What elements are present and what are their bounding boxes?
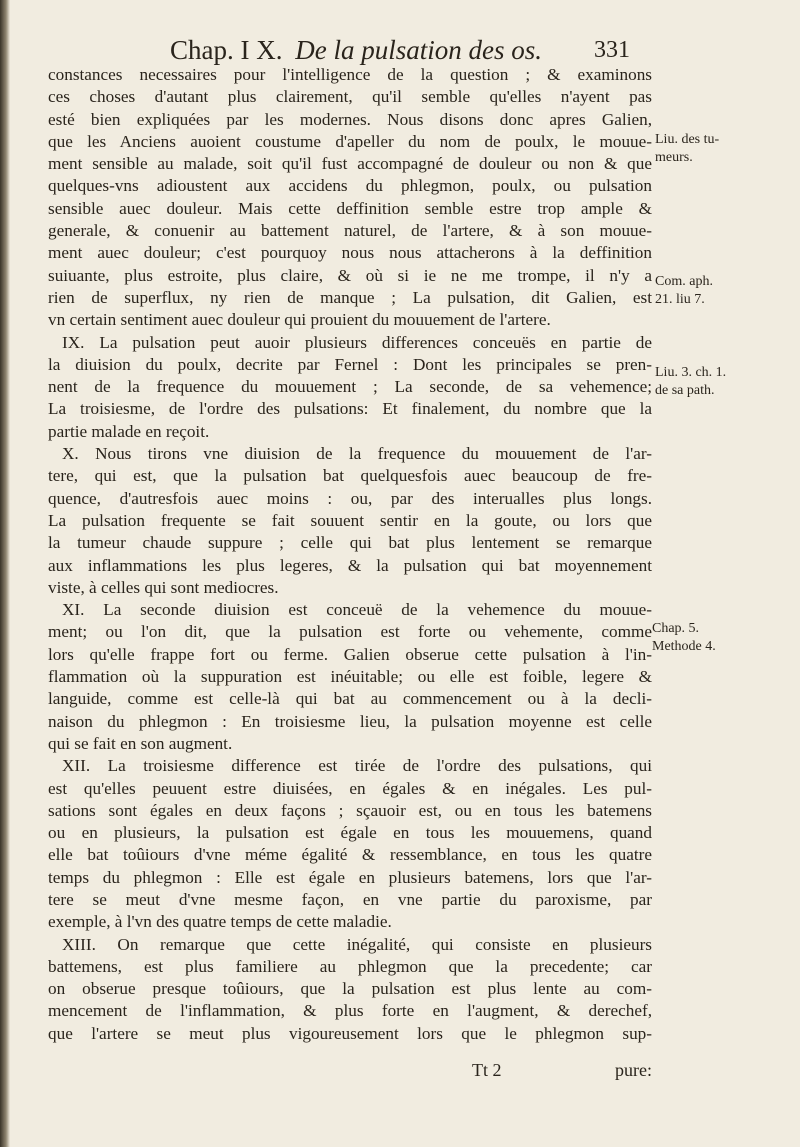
margin-note-line: meurs. [655, 150, 693, 165]
catchword: pure: [615, 1060, 652, 1080]
margin-note-line: Liu. 3. ch. 1. [655, 365, 727, 380]
text-line: sations sont égales en deux façons ; sçauoir est, ou en tous les batemens [48, 800, 652, 820]
text-line: qui se fait en son augment. [48, 733, 233, 753]
text-line: mencement de l'inflammation, & plus forte en l'augment, & derechef, [48, 1001, 652, 1021]
text-line: rien de superflux, ny rien de manque ; La pulsation, dit Galien, est [48, 287, 652, 307]
running-title: De la pulsation des os. [295, 35, 542, 65]
text-line: La troisiesme, de l'ordre des pulsations: Et finalement, du nombre que la [48, 399, 652, 419]
margin-note-line: Methode 4. [652, 639, 716, 654]
text-line: languide, comme est celle-là qui bat au commencement ou à la decli- [48, 689, 652, 709]
text-line: esté bien expliquées par les modernes. Nous disons donc apres Galien, [48, 109, 652, 129]
text-line: lors qu'elle frappe fort ou ferme. Galien obserue cette pulsation à l'in- [48, 644, 652, 664]
page-footer [472, 1060, 652, 1084]
text-line: que l'artere se meut plus vigoureusement lors que le phlegmon sup- [48, 1023, 652, 1043]
text-line: IX. La pulsation peut auoir plusieurs differences conceuës en partie de [62, 332, 652, 352]
chapter-label: Chap. I X. [170, 35, 283, 65]
text-line: on obserue presque toûiours, que la pulsation est plus lente au com- [48, 979, 652, 999]
text-line: flammation où la suppuration est inéuitable; ou elle est foible, legere & [48, 667, 652, 687]
margin-note-4 [652, 620, 716, 656]
text-line: XI. La seconde diuision est conceuë de la vehemence du mouue- [62, 600, 652, 620]
signature-mark: Tt 2 [472, 1060, 502, 1080]
margin-note-2 [655, 273, 713, 309]
text-line: partie malade en reçoit. [48, 421, 210, 441]
margin-note-line: Liu. des tu- [655, 132, 720, 147]
text-line: exemple, à l'vn des quatre temps de cette maladie. [48, 912, 392, 932]
text-line: vn certain sentiment auec douleur qui prouient du mouuement de l'artere. [48, 310, 551, 330]
text-line: ment; ou l'on dit, que la pulsation est forte ou vehemente, comme [48, 622, 652, 642]
text-line: la tumeur chaude suppure ; celle qui bat plus lentement se remarque [48, 533, 652, 553]
margin-note-line: de sa path. [655, 383, 715, 398]
text-line: sensible auec douleur. Mais cette deffinition semble estre trop ample & [48, 198, 652, 218]
text-line: ou en plusieurs, la pulsation est égale en tous les mouuemens, quand [48, 823, 652, 843]
margin-note-line: 21. liu 7. [655, 292, 705, 307]
body-text [48, 64, 652, 1045]
text-line: suiuante, plus estroite, plus claire, & où si ie ne me trompe, il n'y a [48, 265, 652, 285]
text-line: nent de la frequence du mouuement ; La seconde, de sa vehemence; [48, 377, 652, 397]
text-line: X. Nous tirons vne diuision de la frequence du mouuement de l'ar- [62, 444, 652, 464]
text-line: XII. La troisiesme difference est tirée de l'ordre des pulsations, qui [62, 756, 652, 776]
text-line: la diuision du poulx, decrite par Fernel : Dont les principales se pren- [48, 354, 652, 374]
text-line: generale, & conuenir au battement naturel, de l'artere, & à son mouue- [48, 221, 652, 241]
text-line: aux inflammations les plus legeres, & la pulsation qui bat moyennement [48, 555, 652, 575]
margin-note-1 [655, 131, 719, 167]
text-line: elle bat toûiours d'vne méme égalité & ressemblance, en tous les quatre [48, 845, 652, 865]
margin-note-line: Com. aph. [655, 274, 713, 289]
text-line: naison du phlegmon : En troisiesme lieu, la pulsation moyenne est celle [48, 711, 652, 731]
text-line: tere se meut d'vne mesme façon, en vne partie du paroxisme, par [48, 889, 652, 909]
text-line: quelques-vns adioustent aux accidens du phlegmon, poulx, ou pulsation [48, 176, 652, 196]
text-line: ment sensible au malade, soit qu'il fust accompagné de douleur ou non & que [48, 154, 652, 174]
text-line: est qu'elles peuuent estre diuisées, en égales & en inégales. Les pul- [48, 778, 652, 798]
margin-note-line: Chap. 5. [652, 621, 700, 636]
text-line: que les Anciens auoient coustume d'apeller du nom de poulx, le mouue- [48, 131, 652, 151]
page-number: 331 [594, 37, 630, 63]
text-line: battemens, est plus familiere au phlegmon que la precedente; car [48, 956, 652, 976]
text-line: ces choses d'autant plus clairement, qu'il semble qu'elles n'ayent pas [48, 87, 652, 107]
text-line: XIII. On remarque que cette inégalité, qui consiste en plusieurs [62, 934, 652, 954]
text-line: ment auec douleur; c'est pourquoy nous nous attacherons à la deffinition [48, 243, 652, 263]
text-line: tere, qui est, que la pulsation bat quelquesfois auec beaucoup de fre- [48, 466, 652, 486]
margin-note-3 [655, 364, 726, 400]
text-line: constances necessaires pour l'intelligence de la question ; & examinons [48, 65, 652, 84]
text-line: temps du phlegmon : Elle est égale en plusieurs batemens, lors que l'ar- [48, 867, 652, 887]
text-line: La pulsation frequente se fait souuent sentir en la goute, ou lors que [48, 510, 652, 530]
text-line: viste, à celles qui sont mediocres. [48, 577, 279, 597]
book-spine-shadow [0, 0, 10, 1147]
text-line: quence, d'autresfois auec moins : ou, par des interualles plus longs. [48, 488, 652, 508]
